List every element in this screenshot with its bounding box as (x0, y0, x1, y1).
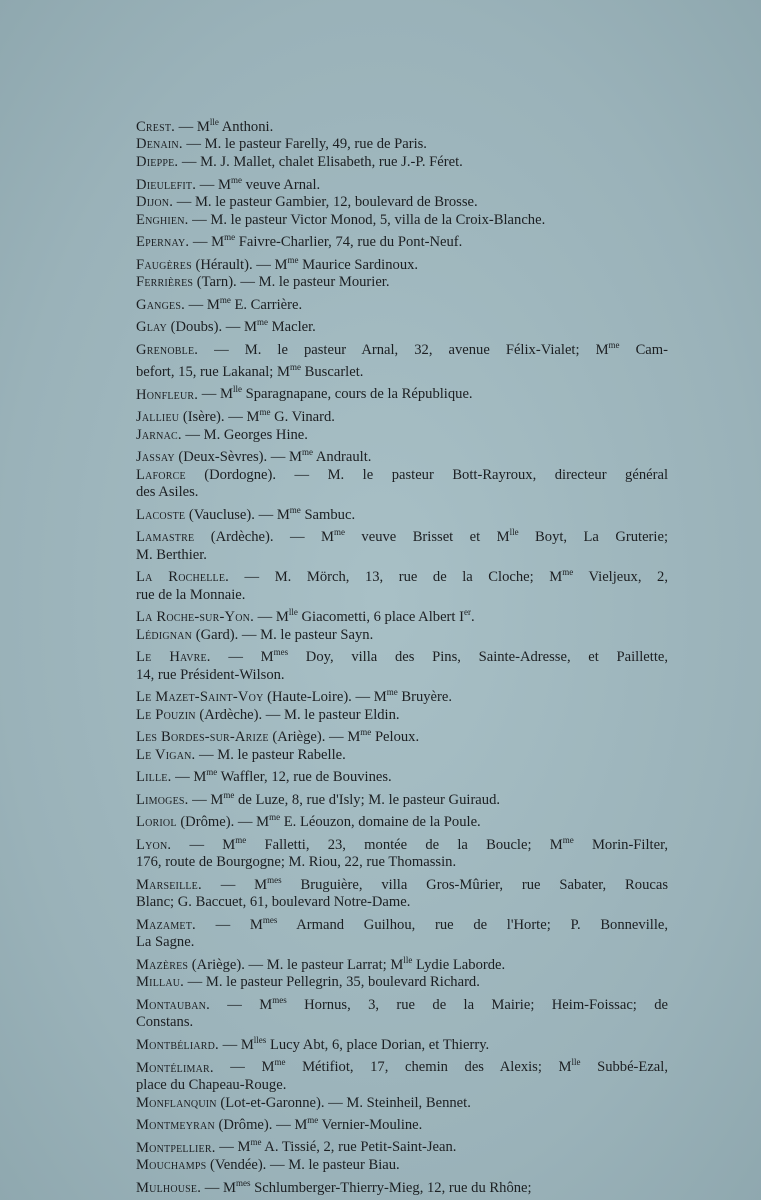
city-name: Lacoste (136, 506, 186, 523)
list-item (136, 832, 668, 872)
city-name: Loriol (136, 814, 177, 831)
city-name: Jassay (136, 448, 175, 465)
city-name: Le Mazet-Saint-Voy (136, 689, 264, 706)
list-item (136, 809, 668, 831)
list-item (136, 382, 668, 404)
address-list (136, 114, 668, 1197)
entry-line (136, 427, 668, 445)
entry-text: (Isère). — $M^{me}$ G. Vinard. (179, 407, 335, 425)
list-item (136, 136, 668, 154)
entry-line (136, 274, 668, 292)
list-item (136, 1112, 668, 1134)
entry-text: — M. le pasteur Pellegrin, 35, boulevard Richard. (184, 974, 480, 991)
entry-text: — $M^{lle}$ Sparagnapane, cours de la République. (198, 384, 473, 403)
entry-line (136, 787, 668, 809)
city-name: Limoges. (136, 791, 189, 808)
list-item (136, 974, 668, 992)
city-name: Epernay. (136, 234, 190, 251)
entry-text: — $M^{lles}$ Lucy Abt, 6, place Dorian, et Thierry. (218, 1035, 490, 1053)
entry-text: (Drôme). — $M^{me}$ E. Léouzon, domaine de la Poule. (176, 812, 481, 831)
entry-line (136, 172, 668, 194)
entry-text: (Gard). — M. le pasteur Sayn. (192, 626, 374, 643)
list-item (136, 292, 668, 314)
entry-line (136, 644, 668, 666)
entry-text: — $M^{me}$ Waffler, 12, rue de Bouvines. (171, 767, 392, 786)
entry-line (136, 136, 668, 154)
entry-line (136, 764, 668, 786)
city-name: Grenoble. (136, 341, 199, 358)
entry-line (136, 707, 668, 725)
city-name: Lédignan (136, 626, 193, 643)
entry-line (136, 524, 668, 546)
list-item (136, 1175, 668, 1197)
list-item (136, 444, 668, 466)
entry-text: — M. le pasteur Gambier, 12, boulevard de Brosse. (173, 194, 478, 211)
list-item (136, 764, 668, 786)
list-item (136, 707, 668, 725)
entry-text: — $M^{mes}$ Bruguière, villa Gros-Mûrier, rue Sabater, Roucas (201, 874, 669, 893)
city-name: Faugères (136, 256, 192, 273)
entry-line (136, 974, 668, 992)
entry-text: (Drôme). — $M^{me}$ Vernier-Mouline. (214, 1115, 423, 1134)
entry-text: — $M^{mes}$ Doy, villa des Pins, Sainte-Adresse, et Paillette, (210, 647, 668, 666)
entry-line (136, 1157, 668, 1175)
entry-continuation-line: des Asiles. (136, 484, 199, 501)
city-name: Montbéliard. (136, 1036, 219, 1053)
city-name: Montmeyran (136, 1117, 215, 1134)
entry-line (136, 292, 668, 314)
list-item (136, 212, 668, 230)
list-item (136, 627, 668, 645)
city-name: La Rochelle. (136, 569, 230, 586)
city-name: La Roche-sur-Yon. (136, 609, 254, 626)
city-name: Denain. (136, 136, 183, 153)
city-name: Le Pouzin (136, 706, 196, 723)
list-item (136, 172, 668, 194)
city-name: Lamastre (136, 529, 195, 546)
entry-line (136, 229, 668, 251)
entry-text: (Doubs). — $M^{me}$ Macler. (166, 317, 316, 336)
entry-line (136, 502, 668, 524)
entry-line (136, 194, 668, 212)
list-item (136, 502, 668, 524)
city-name: Ferrières (136, 274, 194, 291)
list-item (136, 644, 668, 684)
city-name: Dijon. (136, 194, 174, 211)
list-item (136, 604, 668, 626)
entry-text: (Haute-Loire). — $M^{me}$ Bruyère. (263, 687, 453, 706)
city-name: Millau. (136, 974, 185, 991)
city-name: Honfleur. (136, 386, 199, 403)
city-name: Marseille. (136, 876, 202, 893)
entry-line (136, 1055, 668, 1077)
entry-text: — M. le pasteur Rabelle. (195, 746, 346, 763)
city-name: Monflanquin (136, 1094, 217, 1111)
city-name: Lyon. (136, 836, 172, 853)
list-item (136, 252, 668, 274)
city-name: Dieppe. (136, 154, 179, 171)
list-item (136, 912, 668, 952)
entry-text: — $M^{me}$ Métifiot, 17, chemin des Alexis; $M^{lle}$ Subbé-Ezal, (213, 1057, 668, 1076)
entry-line (136, 832, 668, 854)
entry-text: (Ardèche). — M. le pasteur Eldin. (195, 706, 400, 723)
list-item (136, 872, 668, 912)
entry-continuation-line: Constans. (136, 1014, 194, 1031)
list-item (136, 952, 668, 974)
entry-text: — M. le pasteur Farelly, 49, rue de Paris. (182, 136, 427, 153)
entry-line (136, 912, 668, 934)
city-name: Montpellier. (136, 1139, 216, 1156)
entry-line (136, 314, 668, 336)
list-item (136, 467, 668, 502)
entry-text: — $M^{me}$ E. Carrière. (184, 294, 303, 313)
entry-line (136, 114, 668, 136)
entry-line (136, 992, 668, 1014)
entry-text: (Lot-et-Garonne). — M. Steinheil, Bennet. (216, 1094, 471, 1111)
entry-text: — $M^{me}$ Falletti, 23, montée de la Boucle; $M^{me}$ Morin-Filter, (171, 834, 668, 853)
list-item (136, 154, 668, 172)
entry-text: (Hérault). — $M^{me}$ Maurice Sardinoux. (191, 254, 419, 273)
entry-text: (Deux-Sèvres). — $M^{me}$ Andrault. (174, 447, 372, 465)
entry-line (136, 252, 668, 274)
entry-line (136, 627, 668, 645)
entry-text: — $M^{me}$ A. Tissié, 2, rue Petit-Saint-Jean. (215, 1137, 457, 1156)
entry-text: — M. Georges Hine. (181, 426, 308, 443)
list-item (136, 274, 668, 292)
city-name: Les Bordes-sur-Arize (136, 729, 269, 746)
list-item (136, 684, 668, 706)
entry-continuation-line: 176, route de Bourgogne; M. Riou, 22, rue Thomassin. (136, 854, 457, 871)
city-name: Montélimar. (136, 1059, 214, 1076)
city-name: Mouchamps (136, 1157, 207, 1174)
entry-text: — $M^{lle}$ Giacometti, 6 place Albert Ier. (253, 607, 475, 626)
entry-text: — $M^{me}$ veuve Arnal. (196, 174, 321, 193)
list-item (136, 1135, 668, 1157)
city-name: Glay (136, 319, 167, 336)
list-item (136, 1095, 668, 1113)
entry-line (136, 404, 668, 426)
entry-text: (Vaucluse). — $M^{me}$ Sambuc. (185, 504, 356, 523)
list-item (136, 229, 668, 251)
entry-line (136, 212, 668, 230)
entry-continuation-line: 14, rue Président-Wilson. (136, 666, 285, 683)
entry-text: (Dordogne). — M. le pasteur Bott-Rayroux, directeur général (185, 466, 668, 483)
city-name: Mulhouse. (136, 1179, 202, 1196)
entry-text: (Vendée). — M. le pasteur Biau. (206, 1157, 400, 1174)
entry-text: — $M^{mes}$ Armand Guilhou, rue de l'Horte; P. Bonneville, (195, 914, 669, 933)
city-name: Jallieu (136, 408, 180, 425)
list-item (136, 1032, 668, 1054)
list-item (136, 314, 668, 336)
entry-line (136, 444, 668, 466)
entry-line (136, 564, 668, 586)
entry-text: — $M^{me}$ Faivre-Charlier, 74, rue du Pont-Neuf. (189, 232, 463, 251)
entry-line (136, 684, 668, 706)
entry-line (136, 1175, 668, 1197)
entry-line (136, 1032, 668, 1054)
city-name: Mazères (136, 956, 189, 973)
entry-text: — M. J. Mallet, chalet Elisabeth, rue J.-P. Féret. (178, 154, 463, 171)
city-name: Le Havre. (136, 649, 211, 666)
entry-text: — M. le pasteur Victor Monod, 5, villa de la Croix-Blanche. (188, 211, 546, 228)
list-item (136, 564, 668, 604)
city-name: Jarnac. (136, 426, 182, 443)
list-item (136, 194, 668, 212)
city-name: Lille. (136, 769, 172, 786)
entry-line (136, 337, 668, 359)
entry-continuation-line: Blanc; G. Baccuet, 61, boulevard Notre-Dame. (136, 894, 411, 911)
list-item (136, 787, 668, 809)
city-name: Mazamet. (136, 916, 196, 933)
city-name: Enghien. (136, 211, 189, 228)
list-item (136, 404, 668, 426)
city-name: Le Vigan. (136, 746, 196, 763)
entry-continuation-line: La Sagne. (136, 934, 195, 951)
entry-line (136, 809, 668, 831)
entry-text: — M. Mörch, 13, rue de la Cloche; $M^{me}$ Vieljeux, 2, (229, 567, 668, 586)
entry-line (136, 724, 668, 746)
entry-text: — $M^{me}$ de Luze, 8, rue d'Isly; M. le pasteur Guiraud. (188, 789, 501, 808)
list-item (136, 427, 668, 445)
city-name: Montauban. (136, 996, 210, 1013)
entry-continuation-line: M. Berthier. (136, 546, 207, 563)
entry-text: — $M^{lle}$ Anthoni. (175, 117, 274, 135)
list-item (136, 524, 668, 564)
list-item (136, 724, 668, 746)
city-name: Ganges. (136, 296, 185, 313)
entry-text: (Tarn). — M. le pasteur Mourier. (193, 274, 390, 291)
city-name: Crest. (136, 118, 176, 135)
list-item (136, 1055, 668, 1095)
entry-text: — M. le pasteur Arnal, 32, avenue Félix-Vialet; $M^{me}$ Cam- (198, 339, 668, 358)
entry-line (136, 872, 668, 894)
entry-line (136, 382, 668, 404)
list-item (136, 1157, 668, 1175)
list-item (136, 747, 668, 765)
list-item (136, 114, 668, 136)
entry-text: (Ariège). — M. le pasteur Larrat; $M^{lle}$ Lydie Laborde. (188, 954, 506, 973)
entry-line (136, 1112, 668, 1134)
list-item (136, 992, 668, 1032)
city-name: Laforce (136, 466, 186, 483)
entry-line (136, 467, 668, 485)
entry-line (136, 154, 668, 172)
entry-continuation-line: place du Chapeau-Rouge. (136, 1076, 287, 1093)
entry-line (136, 747, 668, 765)
list-item (136, 337, 668, 382)
city-name: Dieulefit. (136, 176, 197, 193)
entry-text: (Ardèche). — $M^{me}$ veuve Brisset et $M^{lle}$ Boyt, La Gruterie; (194, 527, 668, 546)
entry-text: — $M^{mes}$ Hornus, 3, rue de la Mairie; Heim-Foissac; de (209, 995, 669, 1013)
entry-line (136, 1135, 668, 1157)
entry-line (136, 1095, 668, 1113)
entry-text: (Ariège). — $M^{me}$ Peloux. (268, 727, 420, 746)
entry-line (136, 952, 668, 974)
entry-continuation-line: rue de la Monnaie. (136, 586, 246, 603)
entry-text: — $M^{mes}$ Schlumberger-Thierry-Mieg, 12, rue du Rhône; (201, 1177, 532, 1196)
entry-line (136, 604, 668, 626)
entry-continuation-line: befort, 15, rue Lakanal; $M^{me}$ Buscarlet. (136, 362, 364, 380)
